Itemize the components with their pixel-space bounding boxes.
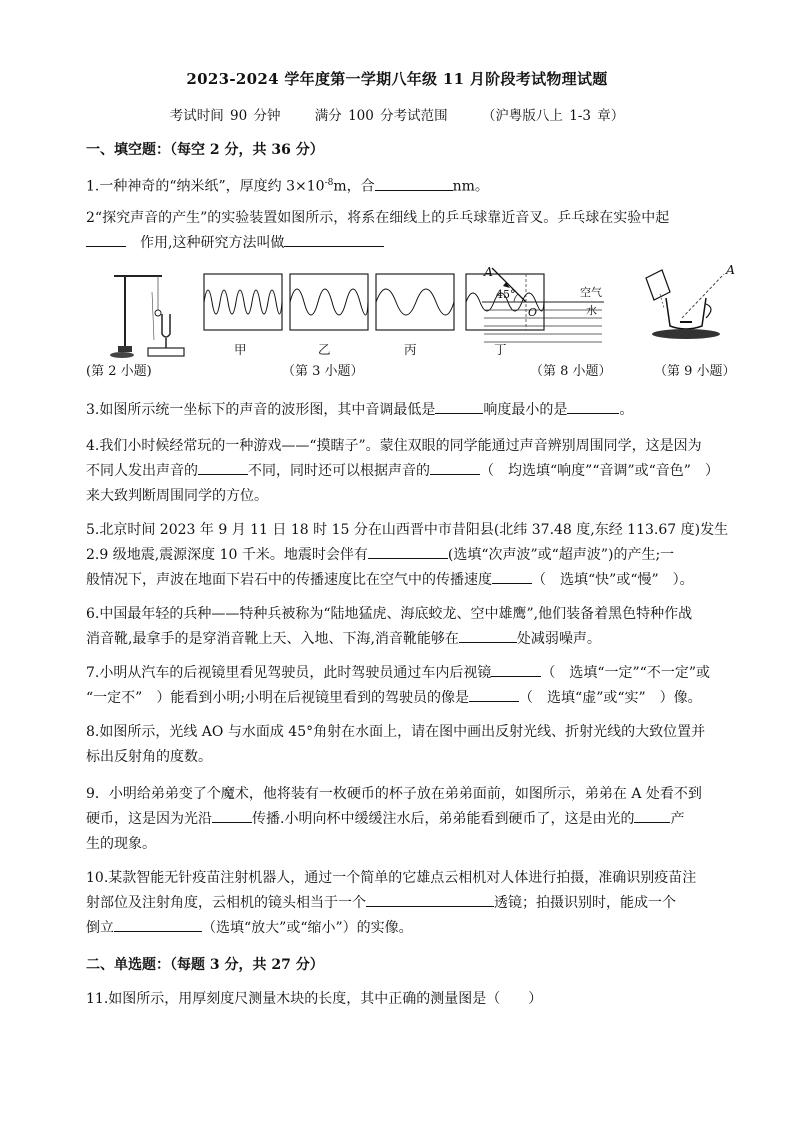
answer-blank[interactable]: [212, 808, 252, 823]
wave-label-jia: 甲: [234, 342, 247, 357]
question-2: 2“探究声音的产生”的实验装置如图所示，将系在细线上的乒乓球靠近音叉。乒乓球在实验中起 作用,这种研究方法叫做: [86, 210, 670, 251]
question-3: 3.如图所示统一坐标下的声音的波形图，其中音调最低是 响度最小的是 。: [86, 398, 756, 423]
answer-blank[interactable]: [435, 399, 483, 414]
waveform-jia: [204, 274, 282, 330]
answer-blank[interactable]: [634, 808, 670, 823]
fig8-water-label: 水: [586, 304, 597, 317]
caption-fig9: （第 9 小题）: [654, 364, 736, 379]
answer-blank[interactable]: [284, 232, 384, 247]
answer-blank[interactable]: [114, 917, 202, 932]
answer-blank[interactable]: [368, 544, 448, 559]
answer-blank[interactable]: [469, 687, 519, 702]
question-9: 9．小明给弟弟变了个魔术，他将装有一枚硬币的杯子放在弟弟面前，如图所示，弟弟在 A 处看不到 硬币，这是因为光沿 传播.小明向杯中缓缓注水后，弟弟能看到硬币了，这是由光的 产 生的现象。: [86, 786, 702, 852]
question-8: 8.如图所示，光线 AO 与水面成 45°角射在水面上，请在图中画出反射光线、折射光线的大致位置并 标出反射角的度数。: [86, 724, 706, 765]
waveform-yi: [290, 274, 368, 330]
exam-scope: （沪粤版八上 1-3 章）: [481, 108, 625, 124]
fig8-air-label: 空气: [580, 286, 602, 299]
answer-blank[interactable]: [198, 460, 248, 475]
caption-fig8: （第 8 小题）: [530, 364, 612, 379]
figures-row: [86, 262, 766, 382]
question-10: 10.某款智能无针疫苗注射机器人，通过一个简单的它雄点云相机对人体进行拍摄，准确识别疫苗注 射部位及注射角度，云相机的镜头相当于一个 透镜；拍摄识别时，能成一个 倒立 （选填“放大”或“缩小”）的实像。: [86, 870, 697, 936]
exam-meta: [0, 104, 794, 124]
answer-blank[interactable]: [375, 176, 453, 191]
tuning-fork-figure: [96, 262, 186, 362]
fig9-label-a: A: [726, 262, 736, 277]
question-7: 7.小明从汽车的后视镜里看见驾驶员，此时驾驶员通过车内后视镜 （ 选填“一定”“不一定”或 “一定不” ）能看到小明;小明在后视镜里看到的驾驶员的像是 （ 选填“虚”或“实” ）像。: [86, 661, 756, 711]
fig8-label-a: A: [484, 264, 494, 279]
answer-blank[interactable]: [366, 892, 494, 907]
answer-blank[interactable]: [459, 628, 517, 643]
fig8-angle: 45°: [496, 288, 516, 301]
wave-label-yi: 乙: [318, 342, 331, 357]
question-6: 6.中国最年轻的兵种——特种兵被称为“陆地猛虎、海底蛟龙、空中雄鹰”,他们装备着黑色特种作战 消音靴,最拿手的是穿消音靴上天、入地、下海,消音靴能够在 处减弱噪声。: [86, 606, 693, 647]
waveform-bing: [376, 274, 454, 330]
answer-blank[interactable]: [86, 232, 126, 247]
section-fill-heading: 一、填空题：（每空 2 分，共 36 分）: [86, 142, 324, 158]
question-11: 11.如图所示，用厚刻度尺测量木块的长度，其中正确的测量图是（ ）: [86, 991, 543, 1007]
question-4: 4.我们小时候经常玩的一种游戏——“摸瞎子”。蒙住双眼的同学能通过声音辨别周围同学，这是因为 不同人发出声音的 不同，同时还可以根据声音的 （ 均选填“响度”“音调”或“音色” ） 来大致判断周围同学的方位。: [86, 438, 719, 504]
answer-blank[interactable]: [430, 460, 480, 475]
answer-blank[interactable]: [567, 399, 619, 414]
section-single-heading: 二、单选题：（每题 3 分，共 27 分）: [86, 957, 324, 973]
answer-blank[interactable]: [491, 662, 541, 677]
question-1: 1.一种神奇的“纳米纸”，厚度约 $3\times 10^{-8}m$，合 nm。: [86, 171, 756, 200]
fig8-label-o: O: [528, 306, 538, 319]
wave-label-bing: 丙: [404, 342, 417, 357]
exam-title: 2023-2024 学年度第一学期八年级 11 月阶段考试物理试题: [186, 70, 608, 88]
caption-fig3: （第 3 小题）: [282, 364, 364, 379]
exam-score: 满分 100 分考试范围: [314, 108, 448, 124]
wave-label-ding: 丁: [494, 342, 507, 357]
exam-time: 考试时间 90 分钟: [169, 108, 281, 124]
caption-fig2: (第 2 小题): [86, 364, 152, 379]
question-5: 5.北京时间 2023 年 9 月 11 日 18 时 15 分在山西晋中市昔阳县(北纬 37.48 度,东经 113.67 度)发生 2.9 级地震,震源深度 10 千米。地震时会伴有 (选填“次声波”或“超声波”)的产生;一 般情况下，声波在地面下岩石中的传播速度比在空气中的传播速度 （ 选填“快”或“慢” ）。: [86, 522, 729, 588]
answer-blank[interactable]: [492, 569, 532, 584]
